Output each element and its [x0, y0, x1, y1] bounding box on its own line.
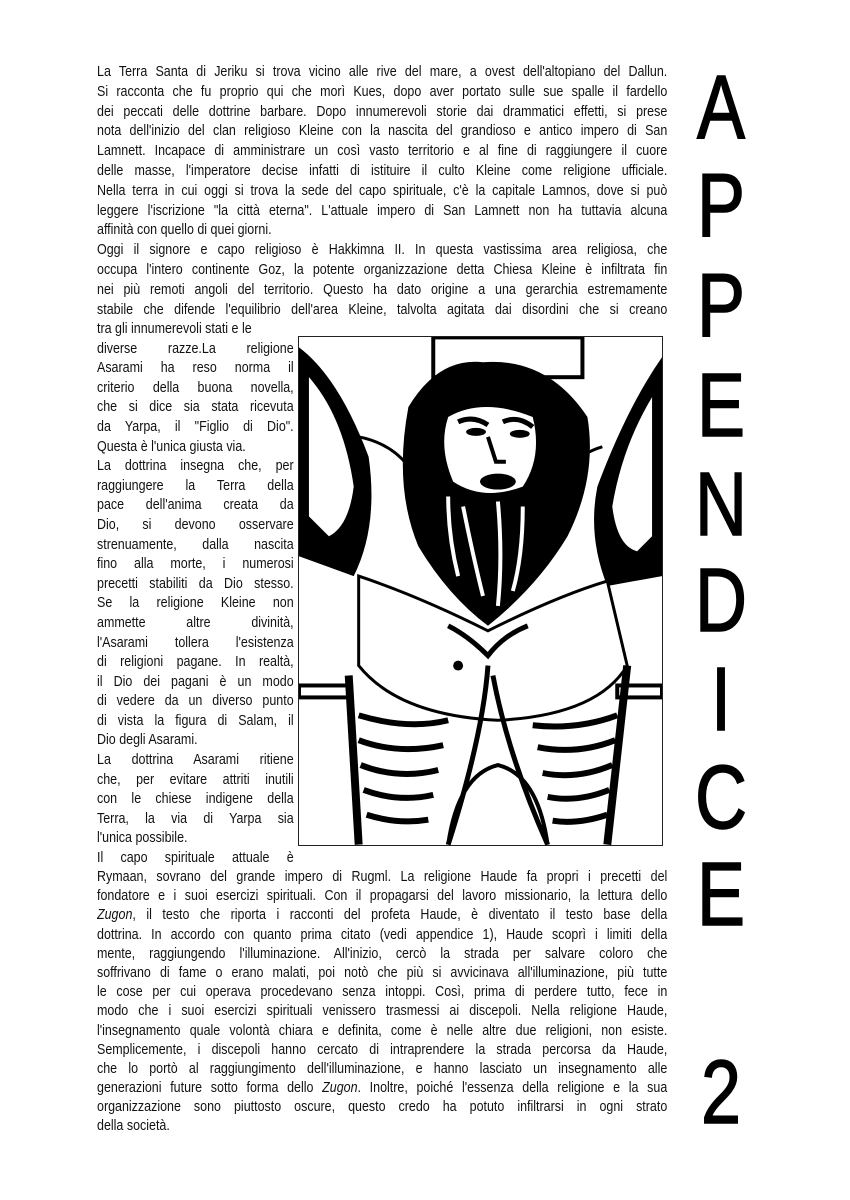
- text-line: di vedere da un diverso punto: [97, 693, 294, 710]
- title-letter-i: I: [710, 650, 731, 750]
- text-line: con le chiese indigene della: [97, 791, 294, 808]
- text-line: l'insegnamento quale volontà chiara e definita, come è nelle altre due religioni, non esiste.: [97, 1022, 668, 1039]
- italic-term: Zugon: [97, 907, 133, 924]
- text-line: raggiungere la Terra della: [97, 477, 294, 494]
- text-line: pace dell'anima creata da: [97, 497, 294, 514]
- text-line: La Terra Santa di Jeriku si trova vicino alle rive del mare, a ovest dell'altopiano del Dallun.: [97, 64, 668, 80]
- text-line: organizzazione sono piuttosto oscure, questo credo ha potuto infiltrarsi in ogni strato: [97, 1099, 668, 1116]
- title-letter-c: C: [695, 748, 747, 848]
- text-line: che, per evitare attriti inutili: [97, 771, 294, 788]
- text-line: che si dice sia stata ricevuta: [97, 399, 294, 416]
- title-letter-n: N: [695, 455, 747, 555]
- text-line: precetti stabiliti da Dio stesso.: [97, 575, 294, 592]
- text-line: le cose per cui operava procedevano senza intoppi. Così, prima di perdere tutto, fece in: [97, 984, 668, 1001]
- text-line: Asarami ha reso norma il: [97, 360, 294, 377]
- title-letter-e: E: [696, 845, 746, 945]
- text-line: ammette altre divinità,: [97, 614, 294, 631]
- text-line: affinità con quello di quei giorni.: [97, 222, 272, 239]
- text-line: Nella terra in cui oggi si trova la sede del capo spirituale, c'è la capitale Lamnos, dove si può: [97, 182, 668, 199]
- title-letter-p: P: [696, 256, 746, 356]
- text-line: Semplicemente, i discepoli hanno cercato di intraprendere la strada percorsa da Haude,: [97, 1041, 668, 1058]
- text-line: Rymaan, sovrano del grande impero di Rugml. La religione Haude fa propri i precetti del: [97, 869, 668, 885]
- text-line: La dottrina Asarami ritiene: [97, 752, 294, 769]
- text-line: Dio degli Asarami.: [97, 732, 198, 749]
- text-line: Dio, si devono osservare: [97, 516, 294, 533]
- text-line: criterio della buona novella,: [97, 379, 294, 396]
- title-letter-d: D: [695, 551, 747, 651]
- statue-photo: [298, 336, 663, 846]
- title-letter-e: E: [696, 356, 746, 456]
- text-line: fondatore e i suoi esercizi spirituali. Con il propagarsi del lavoro missionario, la lettura dello: [97, 888, 668, 905]
- text-line: generazioni future sotto forma dello Zugon. Inoltre, poiché l'essenza della religione e la sua: [97, 1080, 668, 1097]
- text-line: La dottrina insegna che, per: [97, 458, 294, 475]
- text-line: Questa è l'unica giusta via.: [97, 438, 246, 455]
- text-line: Zugon, il testo che riporta i racconti del profeta Haude, è diventato il testo base della: [97, 907, 668, 924]
- closing-text-block: [97, 868, 764, 1143]
- italic-term: Zugon: [322, 1080, 358, 1097]
- text-line: soffrivano di fame o erano malati, poi notò che più si avvicinava all'illuminazione, più tutte: [97, 964, 668, 981]
- text-line: leggere l'iscrizione "la città eterna". L'attuale impero di San Lamnett non ha tuttavia alcuna: [97, 202, 668, 219]
- text-line: mente, raggiungendo l'illuminazione. All'inizio, cercò la strada per salvare coloro che: [97, 945, 668, 962]
- text-line: tra gli innumerevoli stati e le: [97, 321, 252, 337]
- text-line: Se la religione Kleine non: [97, 595, 294, 612]
- text-line: che lo portò al raggiungimento dell'illuminazione, e hanno lasciato un insegnamento alle: [97, 1060, 668, 1077]
- text-line: Si racconta che fu proprio qui che morì Kues, dopo aver portato sulle sue spalle il fardello: [97, 83, 668, 100]
- text-line: diverse razze.La religione: [97, 340, 294, 357]
- text-line: della società.: [97, 1118, 170, 1135]
- text-line: nei più remoti angoli del territorio. Questo ha dato origine a una gerarchia estremamente: [97, 281, 668, 298]
- text-line: Terra, la via di Yarpa sia: [97, 810, 294, 827]
- text-line: modo che i suoi esercizi spirituali venissero trasmessi ai discepoli. Nella religione Haude,: [97, 1003, 668, 1020]
- text-line: Lamnett. Incapace di amministrare un così vasto territorio e al fine di raggiungere il cuore: [97, 143, 668, 160]
- text-line: Oggi il signore e capo religioso è Hakkimna II. In questa vastissima area religiosa, che: [97, 242, 668, 259]
- text-line: delle masse, l'imperatore decise infatti di istituire il culto Kleine come religione ufficiale.: [97, 162, 668, 179]
- narrow-column-text-block: [97, 320, 327, 869]
- crucifix-statue-illustration: [299, 337, 662, 845]
- text-line: dei peccati delle dottrine barbare. Dopo innumerevoli storie dai drammatici effetti, si prese: [97, 103, 668, 120]
- title-letter-a: A: [696, 58, 746, 158]
- text-line: dottrina. In accordo con quanto prima citato (vedi appendice 1), Haude scoprì i limiti della: [97, 926, 668, 943]
- text-line: di vista la figura di Salam, il: [97, 712, 294, 729]
- intro-text-block: [97, 58, 764, 320]
- text-line: strenuamente, dalla nascita: [97, 536, 294, 553]
- text-line: nota dell'inizio del clan religioso Kleine con la nascita del grandioso e antico impero di San: [97, 123, 668, 140]
- text-line: l'Asarami tollera l'esistenza: [97, 634, 294, 651]
- text-line: di religioni pagane. In realtà,: [97, 654, 294, 671]
- text-line: il Dio dei pagani è un modo: [97, 673, 294, 690]
- text-line: Il capo spirituale attuale è: [97, 850, 294, 867]
- text-line: fino alla morte, i numerosi: [97, 556, 294, 573]
- title-letter-2: 2: [700, 1043, 742, 1143]
- text-line: l'unica possibile.: [97, 830, 188, 847]
- text-line: da Yarpa, il "Figlio di Dio".: [97, 418, 294, 435]
- title-letter-p: P: [696, 156, 746, 256]
- text-line: stabile che difende l'equilibrio dell'area Kleine, talvolta agitata dai disordini che si creano: [97, 301, 668, 318]
- text-line: occupa l'intero continente Goz, la potente organizzazione detta Chiesa Kleine è infiltrata fin: [97, 261, 668, 278]
